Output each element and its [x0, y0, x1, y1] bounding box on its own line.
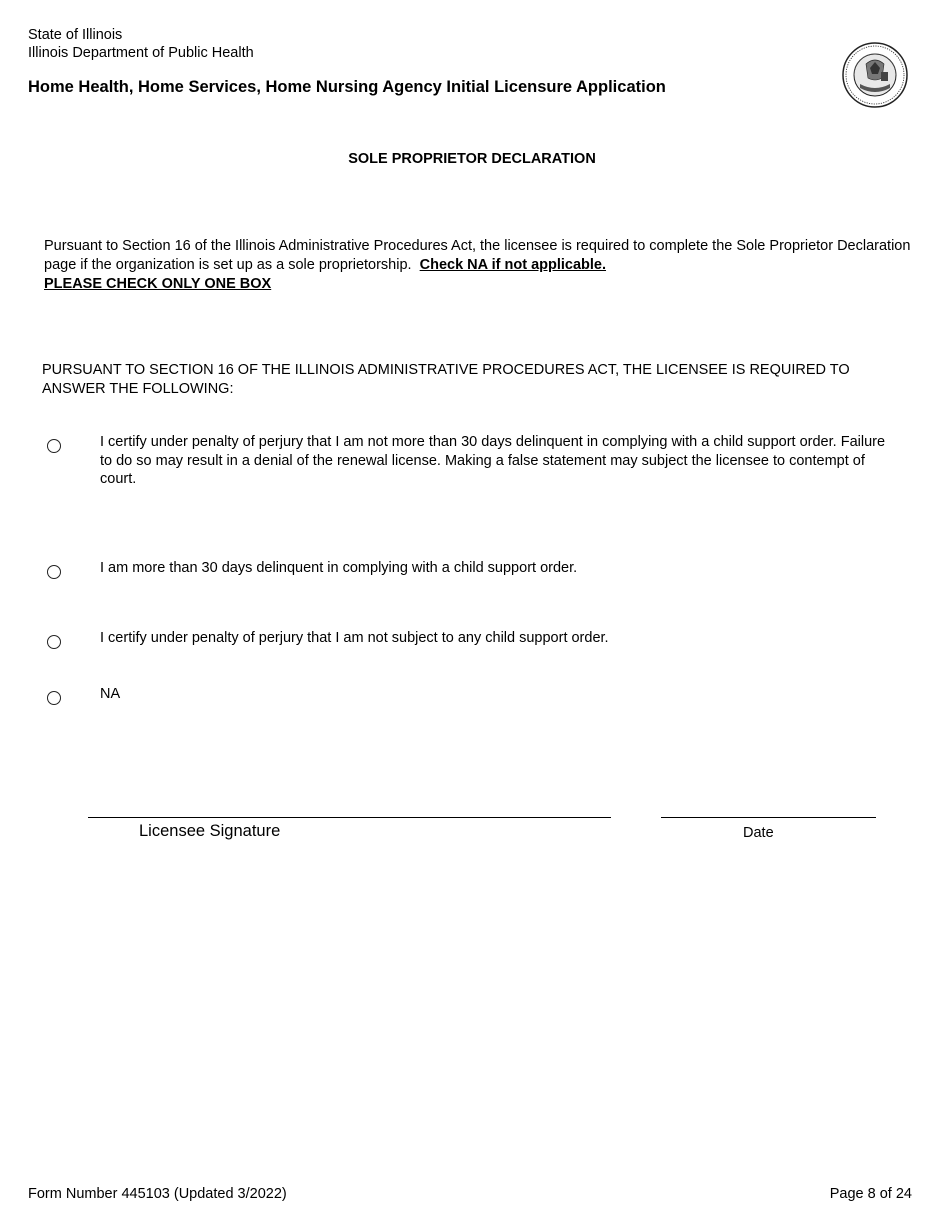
intro-text: Pursuant to Section 16 of the Illinois Administrative Procedures Act, the licensee is required to complete the Sole Proprietor Declaration page if the organization is set up as a sole proprietorship.	[44, 238, 911, 273]
signature-line[interactable]	[88, 817, 611, 818]
date-line[interactable]	[661, 817, 876, 818]
state-name: State of Illinois	[28, 27, 123, 43]
signature-label: Licensee Signature	[139, 822, 281, 840]
date-label: Date	[743, 825, 774, 841]
check-na-instruction: Check NA if not applicable.	[419, 257, 607, 273]
form-title: Home Health, Home Services, Home Nursing Agency Initial Licensure Application	[28, 78, 666, 96]
form-number: Form Number 445103 (Updated 3/2022)	[28, 1186, 287, 1202]
radio-option-na[interactable]	[47, 691, 61, 705]
option-delinquent-label: I am more than 30 days delinquent in complying with a child support order.	[100, 560, 578, 576]
check-one-instruction: PLEASE CHECK ONLY ONE BOX	[44, 276, 272, 292]
radio-option-delinquent[interactable]	[47, 565, 61, 579]
option-na-label: NA	[100, 686, 121, 702]
option-not-subject-label: I certify under penalty of perjury that I am not subject to any child support order.	[100, 630, 609, 646]
option-not-delinquent-label: I certify under penalty of perjury that I am not more than 30 days delinquent in complying with a child support order. Failure to do so may result in a denial of the renewal license. Making a false statement may subject the licensee to contempt of court.	[100, 434, 886, 487]
state-seal-icon	[840, 42, 910, 108]
radio-option-not-subject[interactable]	[47, 635, 61, 649]
radio-option-not-delinquent[interactable]	[47, 439, 61, 453]
intro-paragraph	[44, 237, 914, 294]
page-number: Page 8 of 24	[829, 1186, 912, 1202]
department-name: Illinois Department of Public Health	[28, 45, 254, 61]
section-title: SOLE PROPRIETOR DECLARATION	[348, 151, 596, 167]
pursuant-heading: PURSUANT TO SECTION 16 OF THE ILLINOIS ADMINISTRATIVE PROCEDURES ACT, THE LICENSEE IS REQUIRED TO ANSWER THE FOLLOWING:	[42, 362, 850, 397]
